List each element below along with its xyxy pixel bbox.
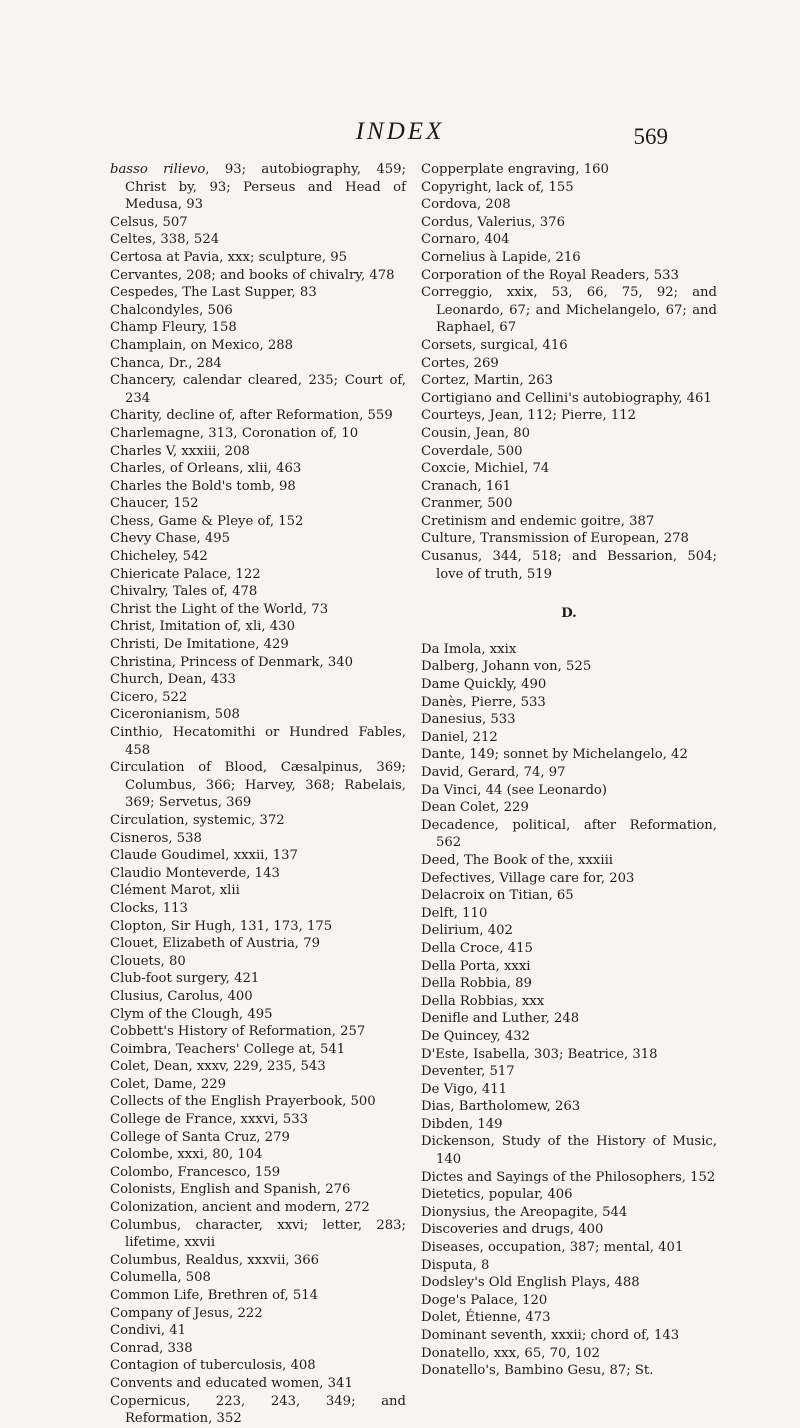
index-entry: Cusanus, 344, 518; and Bessarion, 504; love of truth, 519 (421, 549, 717, 582)
index-entry: Coxcie, Michiel, 74 (421, 461, 550, 477)
index-entry: Convents and educated women, 341 (110, 1375, 353, 1391)
index-entry: Chalcondyles, 506 (110, 302, 233, 318)
index-entry: Cervantes, 208; and books of chivalry, 478 (110, 267, 395, 283)
index-entry: Della Croce, 415 (421, 940, 533, 956)
index-entry: Charles the Bold's tomb, 98 (110, 478, 296, 494)
index-entry: Dean Colet, 229 (421, 800, 529, 816)
index-entry: Champ Fleury, 158 (110, 320, 237, 336)
index-entry: Corsets, surgical, 416 (421, 337, 568, 353)
index-entry: Certosa at Pavia, xxx; sculpture, 95 (110, 249, 347, 265)
index-entry: Colonists, English and Spanish, 276 (110, 1182, 351, 1198)
section-heading-d: D. (561, 606, 577, 622)
index-entry: Cranach, 161 (421, 478, 512, 494)
index-entry: Cortigiano and Cellini's autobiography, 461 (421, 390, 712, 406)
index-entry: Clusius, Carolus, 400 (110, 988, 253, 1004)
index-entry: Cranmer, 500 (421, 496, 513, 512)
index-entry: Dante, 149; sonnet by Michelangelo, 42 (421, 747, 688, 763)
index-entry: Colombo, Francesco, 159 (110, 1164, 281, 1180)
index-entry: Circulation, systemic, 372 (110, 812, 285, 828)
index-entry: Cortes, 269 (421, 355, 499, 371)
index-entry: Clouet, Elizabeth of Austria, 79 (110, 936, 320, 952)
index-entry: College of Santa Cruz, 279 (110, 1129, 290, 1145)
index-entry: Colonization, ancient and modern, 272 (110, 1200, 370, 1216)
index-entry: Contagion of tuberculosis, 408 (110, 1358, 316, 1374)
index-entry: Delirium, 402 (421, 923, 513, 939)
index-entry: Chevy Chase, 495 (110, 531, 231, 547)
index-entry: De Vigo, 411 (421, 1081, 508, 1097)
index-column-right (421, 161, 717, 1380)
index-entry: Discoveries and drugs, 400 (421, 1222, 604, 1238)
index-entry: Courteys, Jean, 112; Pierre, 112 (421, 408, 637, 424)
index-entry: basso rilievo, 93; autobiography, 459; Christ by, 93; Perseus and Head of Medusa, 93 (110, 162, 407, 213)
index-entry: Della Porta, xxxi (421, 958, 531, 974)
index-entry: Charlemagne, 313, Coronation of, 10 (110, 425, 359, 441)
index-entry: Clouets, 80 (110, 953, 186, 969)
index-entry: Christ, Imitation of, xli, 430 (110, 619, 295, 635)
index-entry: Dickenson, Study of the History of Music, 140 (421, 1134, 717, 1168)
index-entry: Coverdale, 500 (421, 443, 523, 459)
index-entry: Donatello, xxx, 65, 70, 102 (421, 1345, 600, 1361)
index-entry: Culture, Transmission of European, 278 (421, 531, 689, 547)
index-entry: Circulation of Blood, Cæsalpinus, 369; Columbus, 366; Harvey, 368; Rabelais, 369; Servetus, 369 (110, 760, 406, 811)
index-entry: Delacroix on Titian, 65 (421, 888, 574, 904)
index-entry: Club-foot surgery, 421 (110, 971, 260, 987)
index-entry: Colombe, xxxi, 80, 104 (110, 1147, 263, 1163)
index-entry: D'Este, Isabella, 303; Beatrice, 318 (421, 1046, 658, 1062)
index-entry: Cobbett's History of Reformation, 257 (110, 1024, 366, 1040)
index-entry: Company of Jesus, 222 (110, 1305, 263, 1321)
index-group-d (421, 641, 717, 1380)
index-entry: Dietetics, popular, 406 (421, 1187, 573, 1203)
index-entry: Cespedes, The Last Supper, 83 (110, 285, 317, 301)
index-entry: Champlain, on Mexico, 288 (110, 337, 294, 353)
index-entry: Celsus, 507 (110, 214, 188, 230)
page-header (0, 118, 800, 158)
index-entry: Defectives, Village care for, 203 (421, 870, 635, 886)
index-entry: Copernicus, 223, 243, 349; and Reformation, 352 (110, 1393, 406, 1427)
index-entry: Claude Goudimel, xxxii, 137 (110, 848, 298, 864)
running-title: INDEX (355, 118, 445, 145)
index-entry: Charles V, xxxiii, 208 (110, 443, 250, 459)
index-entry: De Quincey, 432 (421, 1028, 531, 1044)
index-entry: Cicero, 522 (110, 689, 188, 705)
index-entry: Conrad, 338 (110, 1340, 193, 1356)
index-entry: Deed, The Book of the, xxxiii (421, 852, 614, 868)
index-entry: Denifle and Luther, 248 (421, 1011, 580, 1027)
index-entry: Da Imola, xxix (421, 641, 517, 657)
index-entry: David, Gerard, 74, 97 (421, 765, 566, 780)
page-number: 569 (633, 124, 668, 149)
index-entry: Dolet, Étienne, 473 (421, 1310, 551, 1326)
index-entry: Clym of the Clough, 495 (110, 1006, 273, 1022)
index-entry: Chiericate Palace, 122 (110, 566, 261, 582)
index-entry: Clément Marot, xlii (110, 883, 240, 899)
index-entry: Cisneros, 538 (110, 830, 202, 846)
index-entry: Clocks, 113 (110, 900, 188, 916)
index-entry: Danès, Pierre, 533 (421, 694, 546, 710)
italic-term: basso rilievo (110, 162, 206, 177)
index-entry: Della Robbia, 89 (421, 976, 532, 992)
index-entry: Daniel, 212 (421, 729, 498, 745)
index-entry: Chivalry, Tales of, 478 (110, 584, 258, 600)
index-entry: Christina, Princess of Denmark, 340 (110, 654, 354, 670)
index-entry: Disputa, 8 (421, 1257, 490, 1273)
index-entry: Danesius, 533 (421, 712, 516, 728)
index-column-left (110, 161, 406, 1428)
index-entry: Condivi, 41 (110, 1323, 187, 1339)
index-entry: Clopton, Sir Hugh, 131, 173, 175 (110, 918, 333, 934)
index-entry: Chess, Game & Pleye of, 152 (110, 513, 304, 529)
index-entry: Copyright, lack of, 155 (421, 179, 574, 195)
index-entry: Colet, Dean, xxxv, 229, 235, 543 (110, 1059, 326, 1075)
index-entry: Chicheley, 542 (110, 549, 208, 565)
index-entry: Cortez, Martin, 263 (421, 373, 554, 389)
index-entry: Christi, De Imitatione, 429 (110, 637, 289, 653)
index-entry: Coimbra, Teachers' College at, 541 (110, 1041, 346, 1057)
index-entry: College de France, xxxvi, 533 (110, 1112, 309, 1128)
index-entry: Delft, 110 (421, 905, 488, 921)
index-entry: Chaucer, 152 (110, 496, 199, 512)
index-entry: Dodsley's Old English Plays, 488 (421, 1275, 640, 1291)
index-entry: Cinthio, Hecatomithi or Hundred Fables, 458 (110, 725, 406, 758)
index-entry: Christ the Light of the World, 73 (110, 601, 329, 617)
index-entry: Celtes, 338, 524 (110, 232, 220, 248)
index-entry: Dame Quickly, 490 (421, 677, 547, 693)
index-entry: Ciceronianism, 508 (110, 707, 240, 723)
index-entry: Correggio, xxix, 53, 66, 75, 92; and Leonardo, 67; and Michelangelo, 67; and Raphael, 67 (421, 285, 717, 336)
index-entry: Columella, 508 (110, 1270, 211, 1286)
index-entry: Deventer, 517 (421, 1064, 515, 1080)
index-entry: Collects of the English Prayerbook, 500 (110, 1094, 376, 1110)
index-entry: Common Life, Brethren of, 514 (110, 1288, 318, 1303)
index-entry: Dias, Bartholomew, 263 (421, 1099, 581, 1115)
index-entry: Doge's Palace, 120 (421, 1292, 548, 1308)
index-entry: Donatello's, Bambino Gesu, 87; St. (421, 1363, 654, 1379)
index-entry: Church, Dean, 433 (110, 672, 236, 688)
index-entry: Da Vinci, 44 (see Leonardo) (421, 782, 607, 798)
index-entry: Cousin, Jean, 80 (421, 425, 530, 441)
index-entry: Dalberg, Johann von, 525 (421, 659, 592, 675)
index-entry: Corporation of the Royal Readers, 533 (421, 267, 679, 283)
index-entry: Columbus, Realdus, xxxvii, 366 (110, 1252, 319, 1268)
index-entry: Cordus, Valerius, 376 (421, 214, 565, 230)
index-entry: Cretinism and endemic goitre, 387 (421, 513, 655, 529)
index-entry: Della Robbias, xxx (421, 993, 545, 1009)
index-group-c (421, 161, 717, 583)
index-entry: Dictes and Sayings of the Philosophers, 152 (421, 1169, 716, 1185)
index-entry: Diseases, occupation, 387; mental, 401 (421, 1240, 684, 1256)
index-entry: Charity, decline of, after Reformation, 559 (110, 408, 393, 424)
index-entry: Columbus, character, xxvi; letter, 283; lifetime, xxvii (110, 1217, 406, 1251)
index-entry: Dionysius, the Areopagite, 544 (421, 1204, 628, 1220)
index-entry: Cornelius à Lapide, 216 (421, 249, 581, 265)
index-entry: Dominant seventh, xxxii; chord of, 143 (421, 1328, 680, 1343)
index-entry: Cornaro, 404 (421, 232, 510, 248)
index-entry: Chancery, calendar cleared, 235; Court of, 234 (110, 373, 406, 406)
index-entry: Claudio Monteverde, 143 (110, 865, 280, 881)
index-entry: Decadence, political, after Reformation, 562 (421, 817, 717, 851)
index-entry: Charles, of Orleans, xlii, 463 (110, 461, 302, 477)
index-entry: Dibden, 149 (421, 1116, 503, 1132)
index-entry: Cordova, 208 (421, 197, 511, 213)
index-entry: Colet, Dame, 229 (110, 1076, 227, 1092)
index-entry: Copperplate engraving, 160 (421, 162, 609, 177)
index-entry: Chanca, Dr., 284 (110, 355, 222, 371)
